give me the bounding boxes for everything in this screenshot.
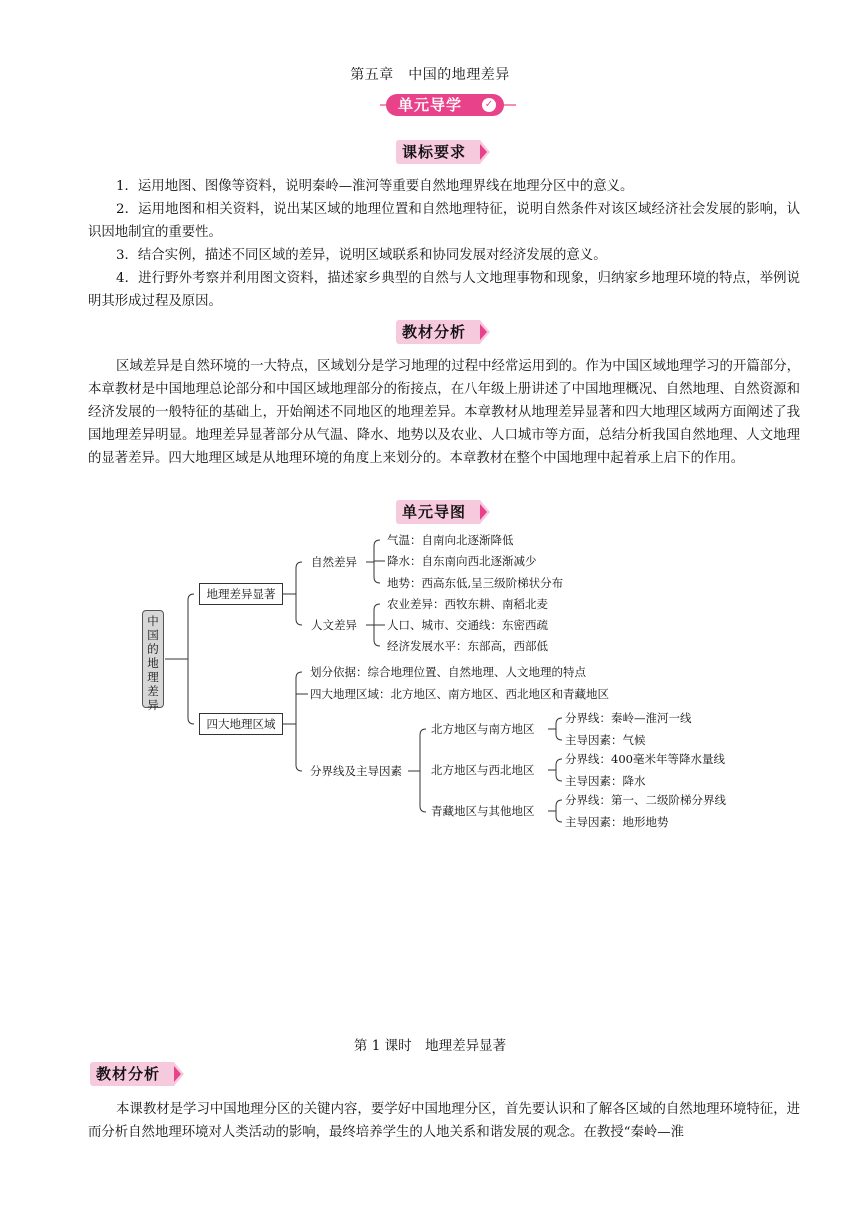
unit-guide-banner	[380, 92, 516, 120]
branch-geo-diff: 地理差异显著	[199, 583, 283, 605]
chevron-right-icon	[480, 504, 487, 520]
chapter-title: 第五章 中国的地理差异	[350, 67, 510, 83]
human-diff-label: 人文差异	[311, 618, 357, 632]
boundary-name: 北方地区与西北地区	[431, 763, 535, 777]
chevron-right-icon	[480, 324, 487, 340]
chevron-right-icon	[174, 1066, 181, 1082]
human-item: 经济发展水平：东部高，西部低	[387, 639, 548, 653]
lesson-title: 第 1 课时 地理差异显著	[353, 1038, 507, 1054]
human-item: 农业差异：西牧东耕、南稻北麦	[387, 597, 548, 611]
division-basis: 划分依据：综合地理位置、自然地理、人文地理的特点	[310, 665, 586, 679]
lesson-analysis-label: 教材分析	[96, 1065, 161, 1083]
four-regions-list: 四大地理区域：北方地区、南方地区、西北地区和青藏地区	[310, 687, 609, 701]
natural-diff-label: 自然差异	[311, 555, 357, 569]
check-icon: ✓	[482, 98, 496, 112]
natural-item: 降水：自东南向西北逐渐减少	[387, 554, 537, 568]
boundary-factor: 主导因素：地形地势	[565, 815, 669, 829]
curriculum-item-1: 1．运用地图、图像等资料，说明秦岭—淮河等重要自然地理界线在地理分区中的意义。	[116, 179, 634, 194]
boundary-name: 青藏地区与其他地区	[431, 804, 535, 818]
analysis-label: 教材分析	[402, 323, 467, 341]
boundary-line: 分界线：400毫米年等降水量线	[565, 752, 725, 766]
natural-item: 地势：西高东低,呈三级阶梯状分布	[387, 576, 564, 590]
analysis-paragraph: 区域差异是自然环境的一大特点，区域划分是学习地理的过程中经常运用到的。作为中国区域地理学习的开篇部分，本章教材是中国地理总论部分和中国区域地理部分的衔接点，在八年级上册讲述了中国地理概况、自然地理、自然资源和经济发展的一般特征的基础上，开始阐述不同地区的地理差异。本章教材从地理差异显著和四大地理区域两方面阐述了我国地理差异明显。地理差异显著部分从气温、降水、地势以及农业、人口城市等方面，总结分析我国自然地理、人文地理的显著差异。四大地理区域是从地理环境的角度上来划分的。本章教材在整个中国地理中起着承上启下的作用。	[88, 359, 800, 466]
unit-guide-label: 单元导学	[398, 96, 463, 114]
mind-map-root: 中国的地理差异	[142, 610, 164, 708]
boundary-line: 分界线：秦岭—淮河一线	[565, 711, 692, 725]
chevron-right-icon	[480, 144, 487, 160]
boundary-factor-label: 分界线及主导因素	[310, 764, 402, 778]
curriculum-item-2: 2．运用地图和相关资料，说出某区域的地理位置和自然地理特征，说明自然条件对该区域经济社会发展的影响，认识因地制宜的重要性。	[88, 202, 800, 240]
boundary-line: 分界线：第一、二级阶梯分界线	[565, 793, 726, 807]
boundary-factor: 主导因素：降水	[565, 774, 646, 788]
curriculum-item-3: 3．结合实例，描述不同区域的差异，说明区域联系和协同发展对经济发展的意义。	[116, 248, 607, 263]
boundary-factor: 主导因素：气候	[565, 733, 646, 747]
unit-map-label: 单元导图	[402, 503, 467, 521]
curriculum-item-4: 4．进行野外考察并利用图文资料，描述家乡典型的自然与人文地理事物和现象，归纳家乡地理环境的特点，举例说明其形成过程及原因。	[88, 271, 800, 309]
lesson-paragraph: 本课教材是学习中国地理分区的关键内容，要学好中国地理分区，首先要认识和了解各区域的自然地理环境特征，进而分析自然地理环境对人类活动的影响，最终培养学生的人地关系和谐发展的观念。在教授“秦岭—淮	[88, 1102, 800, 1140]
branch-four-regions: 四大地理区域	[199, 713, 283, 735]
human-item: 人口、城市、交通线：东密西疏	[387, 618, 548, 632]
curriculum-label: 课标要求	[402, 143, 467, 161]
natural-item: 气温：自南向北逐渐降低	[387, 533, 514, 547]
boundary-name: 北方地区与南方地区	[431, 722, 535, 736]
